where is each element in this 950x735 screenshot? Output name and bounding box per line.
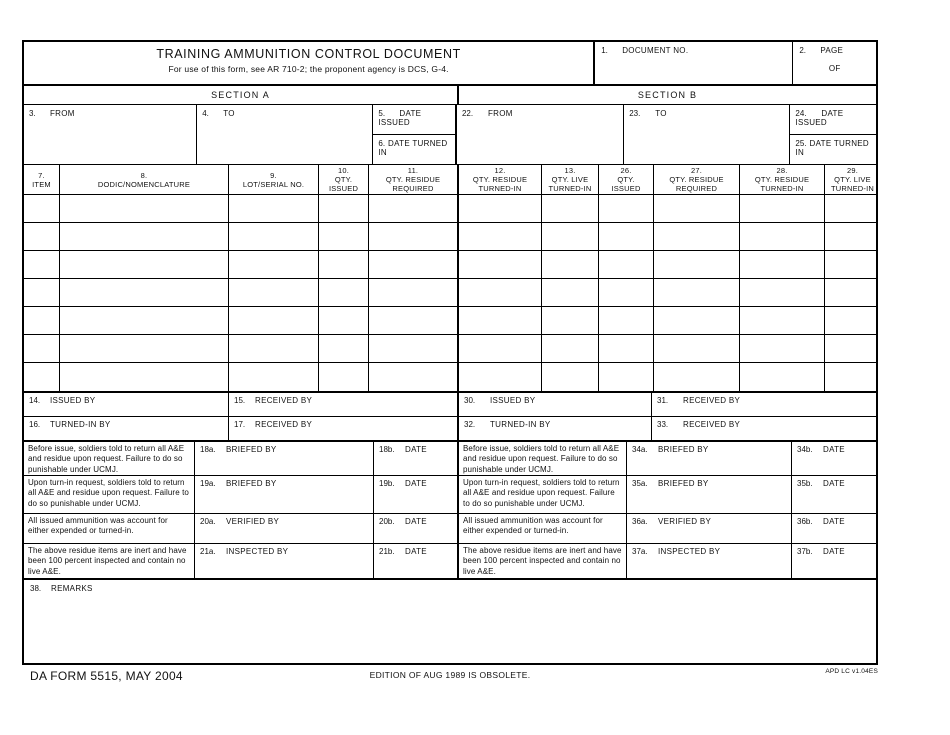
grid-cell-r6-c8[interactable] (599, 335, 654, 362)
field-35b-date-b[interactable] (792, 476, 880, 513)
grid-cell-r6-c1[interactable] (24, 335, 60, 362)
grid-cell-r1-c2[interactable] (60, 195, 229, 222)
date-issued-a-num: 5. (378, 109, 386, 118)
grid-cell-r3-c2[interactable] (60, 251, 229, 278)
cert-num: 36b. (797, 517, 813, 526)
to-b-label: TO (655, 109, 667, 118)
cert-num: 18b. (379, 445, 395, 454)
sig-label: RECEIVED BY (255, 396, 313, 405)
cert-num: 19b. (379, 479, 395, 488)
grid-cell-r5-c2[interactable] (60, 307, 229, 334)
grid-cell-r4-c3[interactable] (229, 279, 319, 306)
cert-label: DATE (823, 517, 845, 526)
column-header-10: 10. QTY. ISSUED (319, 165, 369, 194)
field-18b-date-a[interactable] (374, 442, 459, 477)
grid-cell-r4-c10[interactable] (740, 279, 825, 306)
table-row-7 (24, 363, 876, 391)
grid-cell-r3-c6[interactable] (459, 251, 542, 278)
sig-label: TURNED-IN BY (50, 420, 111, 429)
field-31-received-by[interactable] (652, 393, 880, 416)
sig-num: 31. (657, 396, 669, 405)
column-header-9: 9. LOT/SERIAL NO. (229, 165, 319, 194)
section-b-title: SECTION B (637, 90, 698, 100)
column-header-26: 26. QTY. ISSUED (599, 165, 654, 194)
cert-statement-a-3: All issued ammunition was account for either expended or turned-in. (24, 514, 195, 543)
table-header-row (24, 165, 876, 195)
certification-block (24, 442, 876, 580)
cert-label: DATE (823, 479, 845, 488)
grid-cell-r5-c4[interactable] (319, 307, 369, 334)
cert-num: 20b. (379, 517, 395, 526)
grid-cell-r4-c11[interactable] (825, 279, 880, 306)
cert-label: BRIEFED BY (226, 445, 277, 454)
grid-cell-r3-c11[interactable] (825, 251, 880, 278)
page-label: PAGE (820, 46, 844, 55)
field-32-turned-in-by[interactable] (459, 417, 652, 440)
field-5-date-issued-a[interactable] (373, 105, 455, 135)
from-a-num: 3. (29, 109, 36, 118)
from-b-label: FROM (487, 109, 513, 118)
grid-cell-r6-c9[interactable] (654, 335, 740, 362)
sig-label: RECEIVED BY (683, 396, 741, 405)
date-turned-in-b-num: 25. (795, 138, 807, 148)
grid-cell-r7-c5[interactable] (369, 363, 459, 391)
column-header-29: 29. QTY. LIVE TURNED-IN (830, 166, 875, 193)
grid-cell-r4-c1[interactable] (24, 279, 60, 306)
sig-num: 32. (464, 420, 476, 429)
field-18a-briefed-by[interactable] (195, 442, 374, 477)
cert-num: 37b. (797, 547, 813, 556)
cert-row-2 (24, 476, 876, 514)
sig-num: 16. (29, 420, 41, 429)
grid-cell-r4-c9[interactable] (654, 279, 740, 306)
grid-cell-r2-c3[interactable] (229, 223, 319, 250)
column-header-13: 13. QTY. LIVE TURNED-IN (542, 165, 599, 194)
grid-cell-r5-c3[interactable] (229, 307, 319, 334)
field-21b-date-a[interactable] (374, 544, 459, 579)
field-36a-verified-by[interactable] (627, 514, 792, 543)
field-25-date-turned-in-b[interactable] (790, 135, 876, 164)
grid-cell-r5-c6[interactable] (459, 307, 542, 334)
signature-row1 (24, 393, 876, 417)
sig-label: ISSUED BY (50, 396, 96, 405)
cert-num: 19a. (200, 479, 216, 488)
field-6-date-turned-in-a[interactable] (373, 135, 455, 164)
cert-statement-b-3: All issued ammunition was account for either expended or turned-in. (459, 514, 627, 543)
grid-cell-r6-c4[interactable] (319, 335, 369, 362)
form-title-block (24, 42, 595, 84)
grid-cell-r1-c7[interactable] (542, 195, 599, 222)
grid-cell-r7-c10[interactable] (740, 363, 825, 391)
field-document-no[interactable] (595, 42, 793, 84)
sig-num: 14. (29, 396, 41, 405)
cert-statement-b-1: Before issue, soldiers told to return all A&E and residue upon request. Failure to do so punishable under UCMJ. (459, 442, 627, 477)
table-row-1 (24, 195, 876, 223)
field-34a-briefed-by[interactable] (627, 442, 792, 477)
column-header-28: 28. QTY. RESIDUE TURNED-IN (740, 165, 825, 194)
grid-cell-r2-c10[interactable] (740, 223, 825, 250)
grid-cell-r1-c3[interactable] (229, 195, 319, 222)
grid-cell-r1-c8[interactable] (599, 195, 654, 222)
form-header (24, 42, 876, 86)
cert-label: BRIEFED BY (226, 479, 277, 488)
grid-cell-r7-c7[interactable] (542, 363, 599, 391)
table-row-4 (24, 279, 876, 307)
cert-num: 34a. (632, 445, 648, 454)
form-title: TRAINING AMMUNITION CONTROL DOCUMENT (156, 47, 461, 61)
grid-cell-r4-c6[interactable] (459, 279, 542, 306)
signature-row2 (24, 417, 876, 442)
cert-num: 18a. (200, 445, 216, 454)
column-header-27: 27. QTY. RESIDUE REQUIRED (654, 165, 740, 194)
document-no-label: DOCUMENT NO. (622, 46, 689, 55)
section-a-title: SECTION A (24, 86, 459, 104)
field-36b-date-b[interactable] (792, 514, 880, 543)
table-row-3 (24, 251, 876, 279)
cert-num: 34b. (797, 445, 813, 454)
grid-cell-r2-c5[interactable] (369, 223, 459, 250)
cert-statement-a-2: Upon turn-in request, soldiers told to return all A&E and residue upon request. Failure to do so punishable under UCMJ. (24, 476, 195, 513)
grid-cell-r6-c6[interactable] (459, 335, 542, 362)
cert-num: 21b. (379, 547, 395, 556)
grid-cell-r6-c3[interactable] (229, 335, 319, 362)
grid-cell-r2-c1[interactable] (24, 223, 60, 250)
grid-cell-r6-c11[interactable] (825, 335, 880, 362)
date-stack-a (373, 105, 457, 164)
date-turned-in-a-num: 6. (378, 138, 386, 148)
remarks-num: 38. (30, 584, 42, 593)
sig-label: TURNED-IN BY (490, 420, 551, 429)
cert-label: DATE (405, 547, 427, 556)
field-23-to-b[interactable] (624, 105, 790, 164)
grid-cell-r5-c7[interactable] (542, 307, 599, 334)
cert-statement-a-1: Before issue, soldiers told to return all A&E and residue upon request. Failure to do so punishable under UCMJ. (24, 442, 195, 477)
grid-cell-r7-c9[interactable] (654, 363, 740, 391)
grid-cell-r1-c6[interactable] (459, 195, 542, 222)
grid-cell-r3-c9[interactable] (654, 251, 740, 278)
field-21a-inspected-by[interactable] (195, 544, 374, 579)
table-row-5 (24, 307, 876, 335)
page-of-label: OF (828, 64, 841, 73)
grid-cell-r3-c5[interactable] (369, 251, 459, 278)
edition-notice: EDITION OF AUG 1989 IS OBSOLETE. (369, 670, 531, 680)
grid-cell-r2-c7[interactable] (542, 223, 599, 250)
remarks-label: REMARKS (51, 584, 93, 593)
column-header-7: 7. ITEM (24, 165, 60, 194)
sig-num: 33. (657, 420, 669, 429)
grid-cell-r2-c6[interactable] (459, 223, 542, 250)
cert-label: DATE (823, 445, 845, 454)
grid-cell-r3-c1[interactable] (24, 251, 60, 278)
grid-cell-r5-c1[interactable] (24, 307, 60, 334)
grid-cell-r4-c2[interactable] (60, 279, 229, 306)
grid-cell-r1-c11[interactable] (825, 195, 880, 222)
sig-num: 17. (234, 420, 246, 429)
field-33-received-by[interactable] (652, 417, 880, 440)
column-header-11: 11. QTY. RESIDUE REQUIRED (369, 165, 459, 194)
grid-cell-r3-c4[interactable] (319, 251, 369, 278)
field-30-issued-by[interactable] (459, 393, 652, 416)
date-turned-in-b-label: DATE TURNED IN (795, 138, 869, 157)
grid-cell-r6-c7[interactable] (542, 335, 599, 362)
to-a-label: TO (223, 109, 235, 118)
field-35a-briefed-by[interactable] (627, 476, 792, 513)
field-page[interactable] (793, 42, 876, 84)
grid-cell-r2-c8[interactable] (599, 223, 654, 250)
grid-cell-r6-c10[interactable] (740, 335, 825, 362)
date-turned-in-a-label: DATE TURNED IN (378, 138, 448, 157)
grid-cell-r5-c9[interactable] (654, 307, 740, 334)
form-id: DA FORM 5515, MAY 2004 (30, 669, 183, 683)
field-37b-date-b[interactable] (792, 544, 880, 579)
field-14-issued-by[interactable] (24, 393, 229, 416)
cert-label: DATE (405, 445, 427, 454)
table-row-2 (24, 223, 876, 251)
grid-cell-r4-c8[interactable] (599, 279, 654, 306)
field-4-to-a[interactable] (197, 105, 373, 164)
grid-cell-r4-c5[interactable] (369, 279, 459, 306)
to-b-num: 23. (629, 109, 641, 118)
cert-row-3 (24, 514, 876, 544)
field-37a-inspected-by[interactable] (627, 544, 792, 579)
date-issued-a-label: DATE ISSUED (378, 109, 422, 127)
to-a-num: 4. (202, 109, 209, 118)
grid-cell-r1-c9[interactable] (654, 195, 740, 222)
cert-num: 21a. (200, 547, 216, 556)
grid-cell-r7-c11[interactable] (825, 363, 880, 391)
cert-num: 37a. (632, 547, 648, 556)
field-15-received-by[interactable] (229, 393, 459, 416)
field-3-from-a[interactable] (24, 105, 197, 164)
cert-statement-a-4: The above residue items are inert and have been 100 percent inspected and contain no live A&E. (24, 544, 195, 579)
grid-cell-r5-c10[interactable] (740, 307, 825, 334)
field-34b-date-b[interactable] (792, 442, 880, 477)
da-form-5515 (22, 40, 878, 665)
from-a-label: FROM (50, 109, 75, 118)
field-16-turned-in-by[interactable] (24, 417, 229, 440)
grid-cell-r1-c4[interactable] (319, 195, 369, 222)
field-17-received-by[interactable] (229, 417, 459, 440)
cert-num: 20a. (200, 517, 216, 526)
grid-cell-r1-c5[interactable] (369, 195, 459, 222)
from-b-num: 22. (461, 109, 474, 118)
grid-cell-r7-c8[interactable] (599, 363, 654, 391)
grid-cell-r3-c3[interactable] (229, 251, 319, 278)
grid-cell-r4-c4[interactable] (319, 279, 369, 306)
cert-label: DATE (405, 517, 427, 526)
grid-cell-r3-c8[interactable] (599, 251, 654, 278)
cert-row-4 (24, 544, 876, 580)
field-24-date-issued-b[interactable] (790, 105, 876, 135)
sig-num: 30. (464, 396, 476, 405)
date-issued-b-label: DATE ISSUED (795, 109, 844, 127)
grid-cell-r6-c2[interactable] (60, 335, 229, 362)
cert-row-1 (24, 442, 876, 476)
from-to-row (24, 105, 876, 165)
document-no-num: 1. (601, 46, 608, 55)
grid-cell-r4-c7[interactable] (542, 279, 599, 306)
field-20a-verified-by[interactable] (195, 514, 374, 543)
grid-cell-r2-c11[interactable] (825, 223, 880, 250)
cert-label: INSPECTED BY (658, 547, 721, 556)
sig-label: RECEIVED BY (683, 420, 741, 429)
cert-statement-b-2: Upon turn-in request, soldiers told to return all A&E and residue upon request. Failure to do so punishable under UCMJ. (459, 476, 627, 513)
grid-cell-r7-c4[interactable] (319, 363, 369, 391)
sig-label: RECEIVED BY (255, 420, 313, 429)
cert-num: 35a. (632, 479, 648, 488)
grid-cell-r1-c1[interactable] (24, 195, 60, 222)
field-19a-briefed-by[interactable] (195, 476, 374, 513)
date-issued-b-num: 24. (795, 109, 807, 118)
grid-cell-r7-c6[interactable] (459, 363, 542, 391)
cert-statement-b-4: The above residue items are inert and have been 100 percent inspected and contain no live A&E. (459, 544, 627, 579)
grid-cell-r7-c1[interactable] (24, 363, 60, 391)
form-footer (22, 667, 878, 691)
cert-label: DATE (823, 547, 845, 556)
table-row-6 (24, 335, 876, 363)
page-num: 2. (799, 46, 807, 55)
grid-cell-r7-c2[interactable] (60, 363, 229, 391)
grid-cell-r3-c7[interactable] (542, 251, 599, 278)
form-subtitle: For use of this form, see AR 710-2; the proponent agency is DCS, G-4. (168, 64, 449, 74)
cert-label: INSPECTED BY (226, 547, 289, 556)
field-22-from-b[interactable] (457, 105, 624, 164)
cert-num: 35b. (797, 479, 813, 488)
grid-cell-r5-c8[interactable] (599, 307, 654, 334)
grid-cell-r3-c10[interactable] (740, 251, 825, 278)
grid-cell-r2-c9[interactable] (654, 223, 740, 250)
sig-label: ISSUED BY (490, 396, 536, 405)
column-header-12: 12. QTY. RESIDUE TURNED-IN (459, 165, 542, 194)
grid-cell-r5-c11[interactable] (825, 307, 880, 334)
grid-cell-r2-c2[interactable] (60, 223, 229, 250)
table-body (24, 195, 876, 393)
section-band (24, 86, 876, 105)
cert-label: VERIFIED BY (658, 517, 712, 526)
apd-version: APD LC v1.04ES (825, 668, 878, 675)
field-20b-date-a[interactable] (374, 514, 459, 543)
cert-label: BRIEFED BY (658, 445, 709, 454)
cert-label: VERIFIED BY (226, 517, 280, 526)
column-header-8: 8. DODIC/NOMENCLATURE (60, 165, 229, 194)
field-19b-date-a[interactable] (374, 476, 459, 513)
cert-label: DATE (405, 479, 427, 488)
cert-num: 36a. (632, 517, 648, 526)
grid-cell-r2-c4[interactable] (319, 223, 369, 250)
cert-label: BRIEFED BY (658, 479, 709, 488)
field-38-remarks[interactable] (24, 580, 876, 663)
grid-cell-r5-c5[interactable] (369, 307, 459, 334)
date-stack-b (790, 105, 876, 164)
grid-cell-r1-c10[interactable] (740, 195, 825, 222)
sig-num: 15. (234, 396, 246, 405)
grid-cell-r7-c3[interactable] (229, 363, 319, 391)
grid-cell-r6-c5[interactable] (369, 335, 459, 362)
